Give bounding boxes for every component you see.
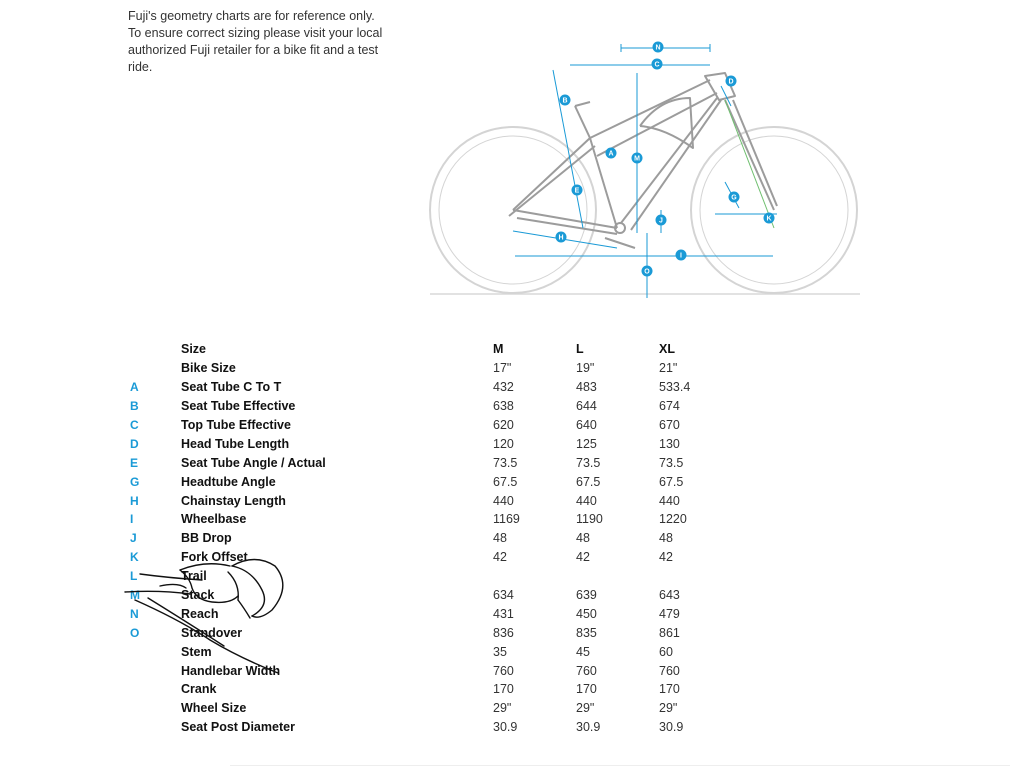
- dimension-key: L: [130, 569, 138, 584]
- dimension-key: [130, 661, 181, 680]
- table-header-row: [130, 340, 742, 359]
- value-l: 125: [576, 436, 597, 451]
- svg-text:G: G: [731, 194, 737, 202]
- svg-text:J: J: [659, 217, 663, 225]
- notice-line: Fuji's geometry charts are for reference only.: [128, 9, 375, 23]
- notice-line: authorized Fuji retailer for a bike fit and a test: [128, 43, 379, 57]
- value-m: 440: [493, 493, 514, 508]
- marker-n: [653, 42, 664, 53]
- svg-text:M: M: [634, 155, 640, 163]
- table-row: [130, 661, 742, 680]
- value-l: 19": [576, 361, 595, 376]
- table-row: [130, 510, 742, 529]
- key-cell: [130, 340, 181, 359]
- value-l: 760: [576, 663, 597, 678]
- value-xl: 73.5: [659, 455, 684, 470]
- value-m: 17": [493, 361, 512, 376]
- dimension-label: Stem: [181, 644, 212, 659]
- value-m: 620: [493, 418, 514, 432]
- table-row: [130, 434, 742, 453]
- dimension-label: Head Tube Length: [181, 436, 290, 451]
- value-xl: [659, 567, 742, 586]
- value-xl: 861: [659, 625, 680, 640]
- dimension-label: Handlebar Width: [181, 663, 281, 678]
- value-m: 35: [493, 644, 507, 659]
- table-row: [130, 529, 742, 548]
- dimension-key: D: [130, 436, 139, 451]
- table-row: [130, 548, 742, 567]
- svg-text:H: H: [558, 234, 564, 242]
- marker-m: [632, 153, 643, 164]
- value-l: 67.5: [576, 474, 601, 489]
- table-row: [130, 416, 742, 435]
- marker-b: [560, 95, 571, 106]
- value-xl: 533.4: [659, 380, 691, 395]
- dimension-label: Fork Offset: [181, 550, 248, 565]
- dimension-key: K: [130, 550, 139, 565]
- value-m: 431: [493, 606, 514, 621]
- value-m: 29": [493, 701, 512, 716]
- table-row: [130, 359, 742, 378]
- value-xl: 60: [659, 644, 673, 659]
- value-xl: 21": [659, 361, 678, 376]
- value-m: 67.5: [493, 474, 518, 489]
- dimension-label: Reach: [181, 606, 219, 621]
- svg-text:C: C: [654, 61, 660, 69]
- dimension-key: [130, 642, 181, 661]
- value-l: 29": [576, 701, 595, 716]
- notice-line: ride.: [128, 60, 153, 74]
- svg-text:A: A: [608, 150, 614, 158]
- svg-text:B: B: [562, 97, 568, 105]
- value-xl: 643: [659, 588, 680, 603]
- dimension-label: Seat Tube Effective: [181, 399, 296, 414]
- marker-d: [726, 76, 737, 87]
- svg-text:N: N: [655, 44, 661, 52]
- table-row: [130, 642, 742, 661]
- dimension-label: Seat Tube C To T: [181, 380, 282, 395]
- marker-g: [729, 192, 740, 203]
- value-m: 30.9: [493, 720, 518, 735]
- value-l: 48: [576, 531, 590, 546]
- dimension-key: [130, 699, 181, 718]
- value-m: 48: [493, 531, 507, 546]
- dimension-key: [130, 359, 181, 378]
- svg-text:K: K: [766, 215, 772, 223]
- dimension-key: I: [130, 512, 134, 527]
- dimension-key: O: [130, 625, 140, 640]
- size-m-header: M: [493, 342, 504, 357]
- dimension-label: Headtube Angle: [181, 474, 276, 489]
- dimension-key: N: [130, 606, 139, 621]
- svg-text:I: I: [680, 252, 682, 260]
- dimension-key: J: [130, 531, 137, 546]
- marker-o: [642, 266, 653, 277]
- size-xl-header: XL: [659, 342, 675, 357]
- dimension-label: Stack: [181, 588, 215, 603]
- svg-text:E: E: [574, 187, 580, 195]
- dimension-label: Crank: [181, 682, 217, 697]
- value-l: 640: [576, 418, 597, 432]
- dimension-key: M: [130, 588, 140, 603]
- value-m: 1169: [493, 512, 520, 527]
- value-m: 73.5: [493, 455, 518, 470]
- value-l: 30.9: [576, 720, 601, 735]
- marker-a: [606, 148, 617, 159]
- dimension-label: Top Tube Effective: [181, 418, 291, 432]
- value-xl: 479: [659, 606, 680, 621]
- value-xl: 29": [659, 701, 678, 716]
- table-row: [130, 699, 742, 718]
- value-xl: 42: [659, 550, 673, 565]
- value-l: 450: [576, 606, 597, 621]
- size-l-header: L: [576, 342, 584, 357]
- dimension-label: Trail: [181, 569, 207, 584]
- notice-line: To ensure correct sizing please visit your local: [128, 26, 383, 40]
- dimension-label: Chainstay Length: [181, 493, 286, 508]
- marker-j: [656, 215, 667, 226]
- value-m: 42: [493, 550, 507, 565]
- dimension-key: [130, 680, 181, 699]
- value-l: 170: [576, 682, 597, 697]
- dimension-label: Wheel Size: [181, 701, 247, 716]
- dimension-key: [130, 718, 181, 737]
- value-l: 483: [576, 380, 597, 395]
- dimension-label: BB Drop: [181, 531, 232, 546]
- value-xl: 760: [659, 663, 680, 678]
- dimension-label: Wheelbase: [181, 512, 247, 527]
- value-xl: 130: [659, 436, 680, 451]
- bike-frame: [509, 73, 777, 248]
- geometry-table: [130, 340, 742, 737]
- value-xl: 48: [659, 531, 673, 546]
- value-m: 638: [493, 399, 514, 414]
- dimension-lines: [513, 44, 777, 298]
- table-row: [130, 567, 742, 586]
- bike-geometry-diagram: [425, 38, 865, 300]
- footer-divider: [230, 765, 1010, 766]
- value-m: 760: [493, 663, 514, 678]
- value-l: [576, 567, 659, 586]
- value-xl: 670: [659, 418, 680, 432]
- dimension-key: H: [130, 493, 139, 508]
- value-l: 639: [576, 588, 597, 603]
- value-l: 42: [576, 550, 590, 565]
- sizing-notice: [128, 8, 388, 76]
- value-m: 634: [493, 588, 514, 603]
- value-m: [493, 567, 576, 586]
- marker-c: [652, 59, 663, 70]
- value-m: 836: [493, 625, 514, 640]
- svg-text:D: D: [728, 78, 734, 86]
- value-l: 440: [576, 493, 597, 508]
- marker-i: [676, 250, 687, 261]
- marker-h: [556, 232, 567, 243]
- table-row: [130, 472, 742, 491]
- table-row: [130, 378, 742, 397]
- marker-k: [764, 213, 775, 224]
- value-xl: 170: [659, 682, 680, 697]
- dimension-label: Standover: [181, 625, 243, 640]
- dimension-label: Seat Tube Angle / Actual: [181, 455, 326, 470]
- table-row: [130, 586, 742, 605]
- table-row: [130, 397, 742, 416]
- value-xl: 67.5: [659, 474, 684, 489]
- dimension-key: B: [130, 399, 139, 414]
- table-row: [130, 491, 742, 510]
- value-xl: 30.9: [659, 720, 684, 735]
- value-l: 45: [576, 644, 590, 659]
- dimension-label: Seat Post Diameter: [181, 720, 295, 735]
- value-l: 73.5: [576, 455, 601, 470]
- dimension-label: Bike Size: [181, 361, 236, 376]
- svg-text:O: O: [644, 268, 650, 276]
- table-row: [130, 623, 742, 642]
- marker-e: [572, 185, 583, 196]
- value-l: 835: [576, 625, 597, 640]
- table-row: [130, 680, 742, 699]
- value-m: 170: [493, 682, 514, 697]
- value-l: 644: [576, 399, 597, 414]
- value-xl: 440: [659, 493, 680, 508]
- dimension-markers: [556, 42, 775, 277]
- value-m: 120: [493, 436, 514, 451]
- dimension-key: E: [130, 455, 139, 470]
- table-row: [130, 453, 742, 472]
- value-xl: 674: [659, 399, 680, 414]
- table-row: [130, 604, 742, 623]
- dimension-key: G: [130, 474, 140, 489]
- size-header: Size: [181, 342, 207, 357]
- value-l: 1190: [576, 512, 603, 527]
- value-m: 432: [493, 380, 514, 395]
- value-xl: 1220: [659, 512, 687, 527]
- dimension-key: A: [130, 380, 139, 395]
- dimension-key: C: [130, 418, 139, 432]
- table-row: [130, 718, 742, 737]
